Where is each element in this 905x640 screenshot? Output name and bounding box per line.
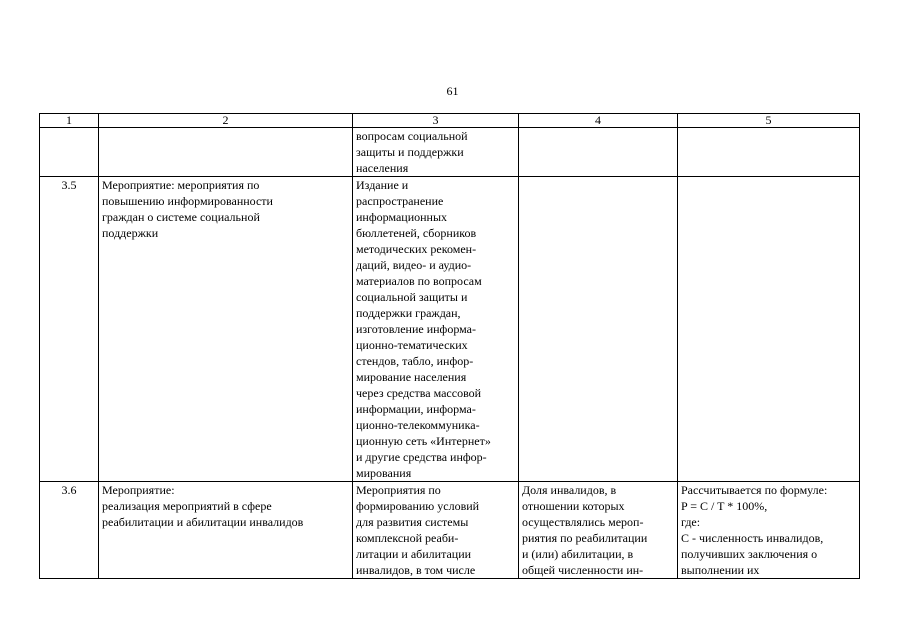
header-cell: 2 [99, 114, 353, 128]
header-cell: 5 [678, 114, 860, 128]
row-number: 3.6 [40, 482, 99, 579]
text-line: общей численности ин- [522, 563, 644, 577]
text-line: социальной защиты и [356, 290, 468, 304]
formula-cell [678, 482, 860, 579]
text-line: защиты и поддержки [356, 145, 464, 159]
text-line: и другие средства инфор- [356, 450, 487, 464]
text-line: информационных [356, 210, 448, 224]
text-line: информации, информа- [356, 402, 476, 416]
page-number: 61 [446, 84, 459, 98]
text-line: стендов, табло, инфор- [356, 354, 474, 368]
text-line: методических рекомен- [356, 242, 477, 256]
text-line: осуществлялись мероп- [522, 515, 644, 529]
header-cell: 1 [40, 114, 99, 128]
text-line: где: [681, 515, 701, 529]
formula-cell [678, 128, 860, 177]
text-line: бюллетеней, сборников [356, 226, 477, 240]
text-line: населения [356, 161, 409, 175]
text-line: комплексной реаби- [356, 531, 459, 545]
measure-description-cell [353, 177, 519, 482]
row-number: 3.5 [40, 177, 99, 482]
document-table [39, 113, 860, 579]
measure-name-cell [99, 177, 353, 482]
text-line: повышению информированности [102, 194, 273, 208]
table-row [40, 482, 860, 579]
text-line: для развития системы [356, 515, 469, 529]
table-row [40, 177, 860, 482]
text-line: Мероприятие: [102, 483, 175, 497]
text-line: Доля инвалидов, в [522, 483, 617, 497]
text-line: реабилитации и абилитации инвалидов [102, 515, 304, 529]
text-line: риятия по реабилитации [522, 531, 648, 545]
text-line: мирования [356, 466, 412, 480]
header-cell: 4 [519, 114, 678, 128]
text-line: изготовление информа- [356, 322, 476, 336]
measure-name-cell [99, 482, 353, 579]
text-line: получивших заключения о [681, 547, 818, 561]
row-number [40, 128, 99, 177]
text-line: распространение [356, 194, 444, 208]
measure-name-cell [99, 128, 353, 177]
text-line: и (или) абилитации, в [522, 547, 634, 561]
measure-description-cell [353, 482, 519, 579]
text-line: ционно-тематических [356, 338, 468, 352]
indicator-cell [519, 128, 678, 177]
text-line: поддержки граждан, [356, 306, 461, 320]
text-line: граждан о системе социальной [102, 210, 260, 224]
text-line: Мероприятие: мероприятия по [102, 178, 260, 192]
text-line: P = C / T * 100%, [681, 499, 768, 513]
text-line: Мероприятия по [356, 483, 441, 497]
formula-cell [678, 177, 860, 482]
table-row [40, 128, 860, 177]
text-line: через средства массовой [356, 386, 482, 400]
text-line: ционную сеть «Интернет» [356, 434, 491, 448]
text-line: формированию условий [356, 499, 480, 513]
text-line: C - численность инвалидов, [681, 531, 824, 545]
text-line: даций, видео- и аудио- [356, 258, 472, 272]
text-line: литации и абилитации [356, 547, 472, 561]
text-line: поддержки [102, 226, 159, 240]
text-line: мирование населения [356, 370, 467, 384]
text-line: реализация мероприятий в сфере [102, 499, 272, 513]
text-line: инвалидов, в том числе [356, 563, 476, 577]
text-line: Рассчитывается по формуле: [681, 483, 828, 497]
text-line: выполнении их [681, 563, 760, 577]
text-line: ционно-телекоммуника- [356, 418, 480, 432]
text-line: вопросам социальной [356, 129, 468, 143]
table-header-row [40, 114, 860, 128]
indicator-cell [519, 177, 678, 482]
text-line: Издание и [356, 178, 409, 192]
text-line: материалов по вопросам [356, 274, 482, 288]
measure-description-cell [353, 128, 519, 177]
indicator-cell [519, 482, 678, 579]
text-line: отношении которых [522, 499, 625, 513]
header-cell: 3 [353, 114, 519, 128]
